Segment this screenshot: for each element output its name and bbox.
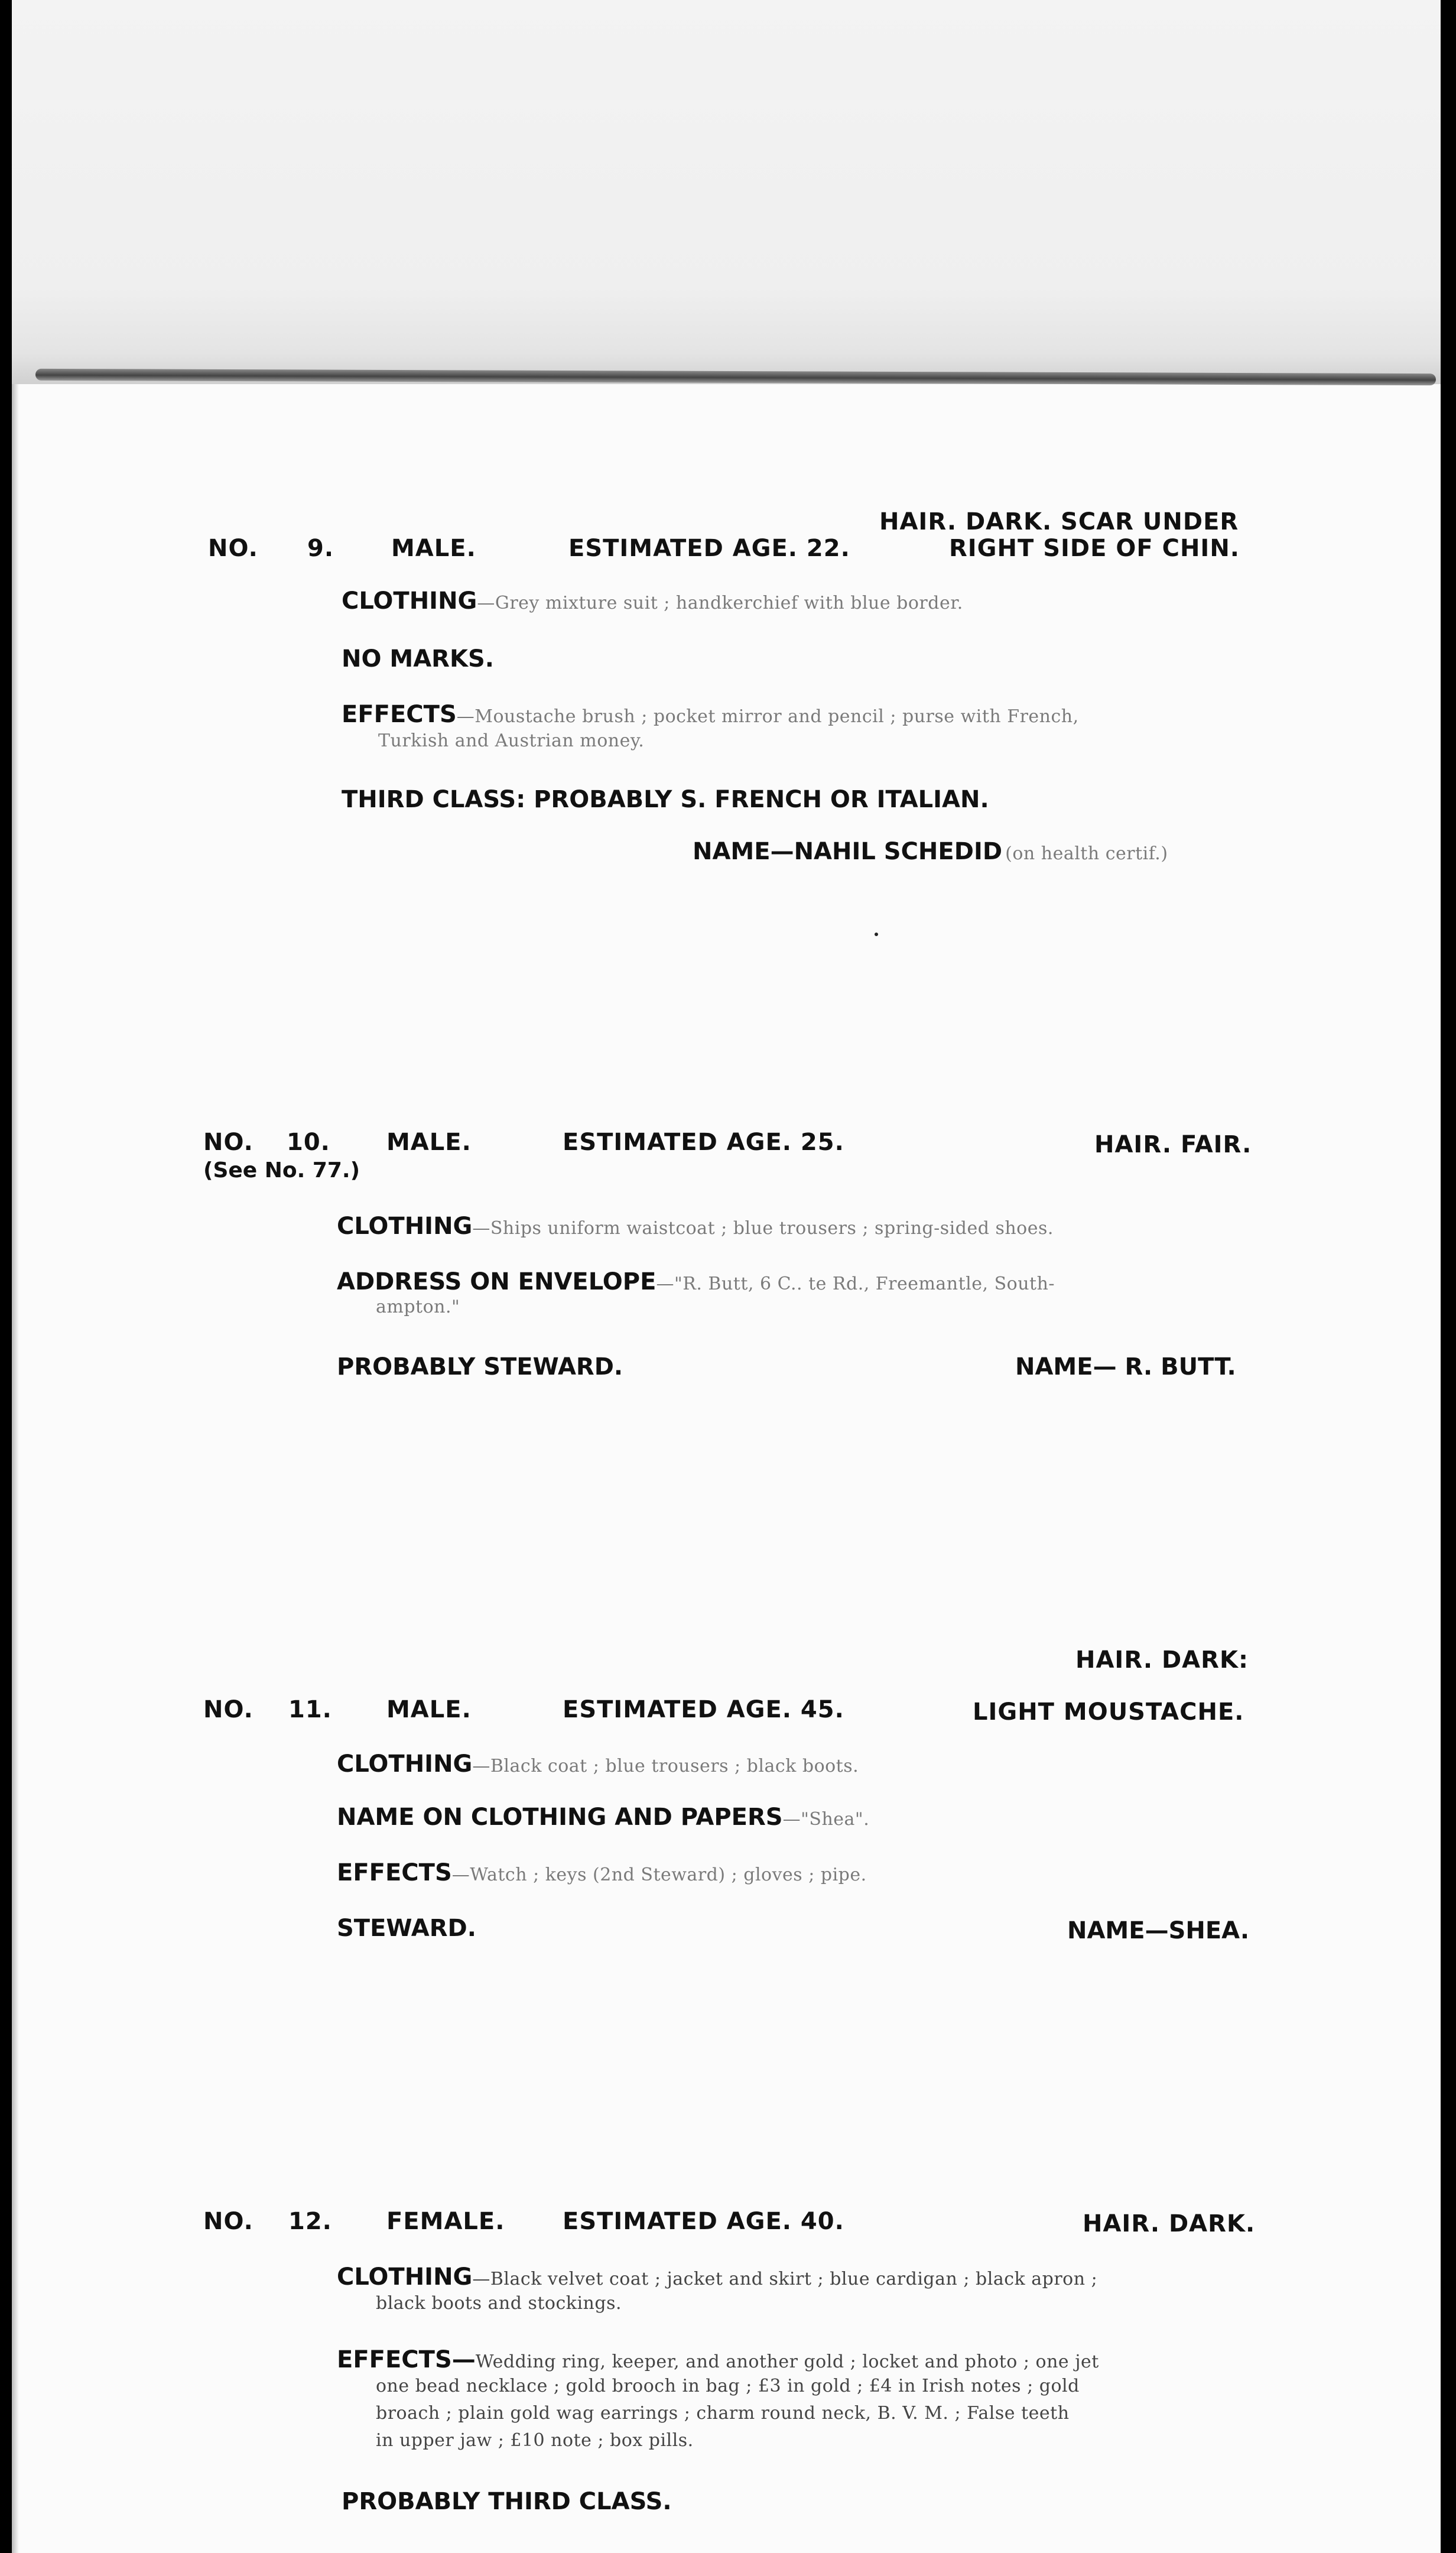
entry-11-occupation: STEWARD. xyxy=(337,1915,476,1942)
entry-11-age: ESTIMATED AGE. 45. xyxy=(563,1696,844,1723)
entry-12-number: 12. xyxy=(288,2208,332,2235)
entry-9-hair-line2: RIGHT SIDE OF CHIN. xyxy=(949,535,1240,562)
ink-speck xyxy=(875,933,878,936)
entry-12-class: PROBABLY THIRD CLASS. xyxy=(342,2488,672,2515)
entry-9-no-label: NO. xyxy=(208,535,258,562)
entry-11-effects-label: EFFECTS xyxy=(337,1859,452,1886)
entry-11-papers-label: NAME ON CLOTHING AND PAPERS xyxy=(337,1804,783,1831)
entry-11-papers-text: —"Shea". xyxy=(782,1809,870,1830)
entry-12-effects xyxy=(337,2346,1099,2373)
entry-11-papers xyxy=(337,1804,869,1831)
entry-12-effects-label: EFFECTS— xyxy=(337,2346,476,2373)
entry-12-clothing-text1: —Black velvet coat ; jacket and skirt ; blue cardigan ; black apron ; xyxy=(472,2269,1098,2289)
entry-12-clothing xyxy=(337,2263,1097,2291)
entry-11-clothing-text: —Black coat ; blue trousers ; black boots. xyxy=(472,1756,859,1776)
entry-12-effects-text4: in upper jaw ; £10 note ; box pills. xyxy=(376,2430,694,2451)
entry-10-clothing-text: —Ships uniform waistcoat ; blue trousers ; spring-sided shoes. xyxy=(472,1218,1054,1239)
entry-9-name-label: NAME—NAHIL SCHEDID xyxy=(693,838,1003,865)
entry-10-address-text2: ampton." xyxy=(376,1297,460,1317)
entry-9-effects-text2: Turkish and Austrian money. xyxy=(378,730,645,751)
entry-9-clothing xyxy=(342,587,963,615)
entry-11-clothing-label: CLOTHING xyxy=(337,1750,473,1778)
entry-11-hair-line2: LIGHT MOUSTACHE. xyxy=(973,1698,1244,1726)
entry-10-see-reference: (See No. 77.) xyxy=(203,1158,360,1183)
entry-12-effects-text3: broach ; plain gold wag earrings ; charm round neck, B. V. M. ; False teeth xyxy=(376,2403,1070,2424)
entry-11-sex: MALE. xyxy=(386,1696,472,1723)
entry-10-occupation: PROBABLY STEWARD. xyxy=(337,1353,623,1381)
entry-10-number: 10. xyxy=(287,1129,330,1156)
entry-12-sex: FEMALE. xyxy=(386,2208,505,2235)
entry-11-no-label: NO. xyxy=(203,1696,254,1723)
entry-9-name xyxy=(693,838,1168,865)
entry-9-age: ESTIMATED AGE. 22. xyxy=(568,535,850,562)
entry-9-number: 9. xyxy=(307,535,334,562)
entry-9-effects xyxy=(342,701,1079,728)
entry-9-effects-label: EFFECTS xyxy=(342,701,457,728)
entry-9-sex: MALE. xyxy=(391,535,476,562)
entry-10-clothing xyxy=(337,1213,1054,1240)
entry-9-class: THIRD CLASS: PROBABLY S. FRENCH OR ITALIAN. xyxy=(342,786,989,813)
entry-9-name-note: (on health certif.) xyxy=(1005,843,1168,864)
entry-11-name: NAME—SHEA. xyxy=(1067,1917,1250,1944)
entry-11-number: 11. xyxy=(288,1696,332,1723)
entry-11-hair-line1: HAIR. DARK: xyxy=(1075,1646,1249,1674)
entry-12-clothing-label: CLOTHING xyxy=(337,2263,473,2291)
entry-10-address-text1: —"R. Butt, 6 C.. te Rd., Freemantle, South- xyxy=(656,1274,1055,1294)
entry-9-marks: NO MARKS. xyxy=(342,645,494,673)
binding-shadow xyxy=(12,384,19,2553)
entry-10-sex: MALE. xyxy=(386,1129,472,1156)
entry-10-hair: HAIR. FAIR. xyxy=(1094,1131,1252,1158)
entry-9-hair-line1: HAIR. DARK. SCAR UNDER xyxy=(879,508,1239,535)
entry-12-clothing-text2: black boots and stockings. xyxy=(376,2293,622,2314)
entry-11-clothing xyxy=(337,1750,859,1778)
entry-12-no-label: NO. xyxy=(203,2208,254,2235)
folded-page-edge xyxy=(12,0,1441,384)
entry-9-effects-text1: —Moustache brush ; pocket mirror and pencil ; purse with French, xyxy=(456,706,1079,727)
entry-10-address-label: ADDRESS ON ENVELOPE xyxy=(337,1268,656,1295)
entry-12-hair: HAIR. DARK. xyxy=(1083,2210,1256,2237)
entry-11-effects xyxy=(337,1859,867,1886)
entry-10-clothing-label: CLOTHING xyxy=(337,1213,473,1240)
entry-9-clothing-text: —Grey mixture suit ; handkerchief with blue border. xyxy=(477,593,963,613)
entry-12-effects-text1: Wedding ring, keeper, and another gold ; locket and photo ; one jet xyxy=(475,2351,1099,2372)
entry-9-clothing-label: CLOTHING xyxy=(342,587,477,615)
entry-12-effects-text2: one bead necklace ; gold brooch in bag ; £3 in gold ; £4 in Irish notes ; gold xyxy=(376,2376,1080,2396)
entry-12-age: ESTIMATED AGE. 40. xyxy=(563,2208,844,2235)
entry-10-age: ESTIMATED AGE. 25. xyxy=(563,1129,844,1156)
entry-10-address xyxy=(337,1268,1055,1295)
entry-10-no-label: NO. xyxy=(203,1129,254,1156)
entry-11-effects-text: —Watch ; keys (2nd Steward) ; gloves ; pipe. xyxy=(451,1865,867,1885)
entry-10-name: NAME— R. BUTT. xyxy=(1015,1353,1236,1381)
